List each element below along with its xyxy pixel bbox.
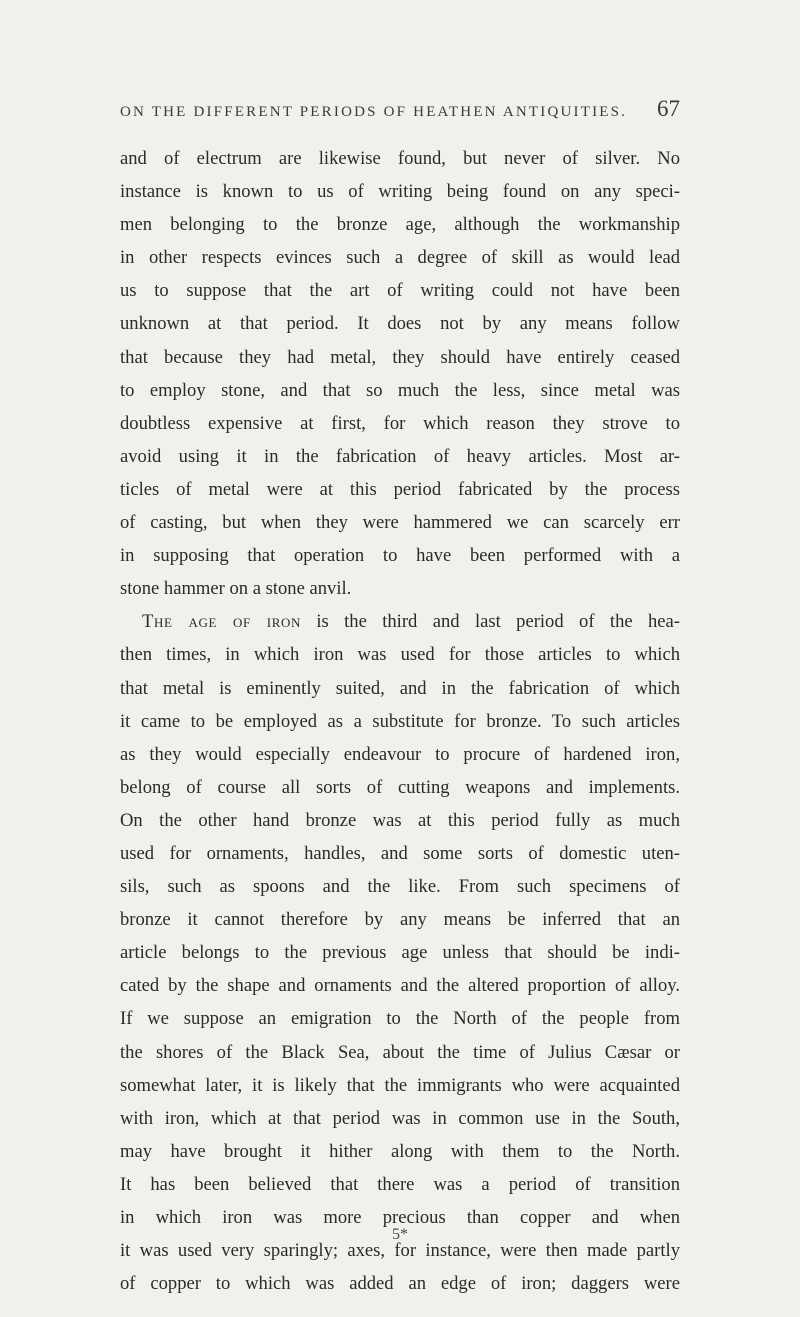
text-line: in supposing that operation to have been performed with a: [120, 545, 680, 567]
section-heading: The age of iron: [142, 611, 301, 633]
text-line: in other respects evinces such a degree of skill as would lead: [120, 247, 680, 269]
text-line: of casting, but when they were hammered we can scarcely err: [120, 512, 680, 534]
text-line: If we suppose an emigration to the North of the people from: [120, 1008, 680, 1030]
page-header: [120, 96, 680, 122]
text-line: of copper to which was added an edge of iron; daggers were: [120, 1273, 680, 1295]
running-head: ON THE DIFFERENT PERIODS OF HEATHEN ANTIQUITIES.: [120, 104, 628, 120]
text-line: ticles of metal were at this period fabricated by the process: [120, 478, 680, 500]
text-line: that because they had metal, they should have entirely ceased: [120, 346, 680, 368]
text-line: it was used very sparingly; axes, for instance, were then made partly: [120, 1240, 680, 1262]
text-line: stone hammer on a stone anvil.: [120, 578, 352, 600]
page-number: 67: [657, 96, 680, 121]
text-line: to employ stone, and that so much the less, since metal was: [120, 379, 680, 401]
text-line: that metal is eminently suited, and in the fabrication of which: [120, 677, 680, 699]
text-line: On the other hand bronze was at this period fully as much: [120, 809, 680, 831]
text-line: [120, 605, 680, 638]
text-line: men belonging to the bronze age, although the workmanship: [120, 214, 680, 236]
paragraph-1: [120, 142, 680, 605]
text-line: belong of course all sorts of cutting weapons and implements.: [120, 776, 680, 798]
text-line: us to suppose that the art of writing could not have been: [120, 280, 680, 302]
text-line: bronze it cannot therefore by any means be inferred that an: [120, 909, 680, 931]
text-line: unknown at that period. It does not by any means follow: [120, 313, 680, 335]
paragraph-2: [120, 605, 680, 1300]
text-line: article belongs to the previous age unless that should be indi-: [120, 942, 680, 964]
text-line: cated by the shape and ornaments and the altered proportion of alloy.: [120, 975, 680, 997]
text-line: as they would especially endeavour to procure of hardened iron,: [120, 743, 680, 765]
text-line: somewhat later, it is likely that the immigrants who were acquainted: [120, 1074, 680, 1096]
text-line: sils, such as spoons and the like. From such specimens of: [120, 876, 680, 898]
text-line: instance is known to us of writing being found on any speci-: [120, 181, 680, 203]
text-line: it came to be employed as a substitute for bronze. To such articles: [120, 710, 680, 732]
text-line: It has been believed that there was a period of transition: [120, 1173, 680, 1195]
text-line: may have brought it hither along with them to the North.: [120, 1140, 680, 1162]
text-line: with iron, which at that period was in common use in the South,: [120, 1107, 680, 1129]
text-line: avoid using it in the fabrication of heavy articles. Most ar-: [120, 445, 680, 467]
body-text: [120, 142, 680, 1300]
text-line: the shores of the Black Sea, about the time of Julius Cæsar or: [120, 1041, 680, 1063]
text-line: then times, in which iron was used for those articles to which: [120, 644, 680, 666]
text-line: used for ornaments, handles, and some sorts of domestic uten-: [120, 842, 680, 864]
text-line: and of electrum are likewise found, but never of silver. No: [120, 148, 680, 169]
text-line: in which iron was more precious than copper and when: [120, 1207, 680, 1228]
heading-line-rest: is the third and last period of the hea-: [300, 611, 680, 633]
text-line: doubtless expensive at first, for which reason they strove to: [120, 412, 680, 434]
signature-mark: 5*: [392, 1226, 408, 1243]
